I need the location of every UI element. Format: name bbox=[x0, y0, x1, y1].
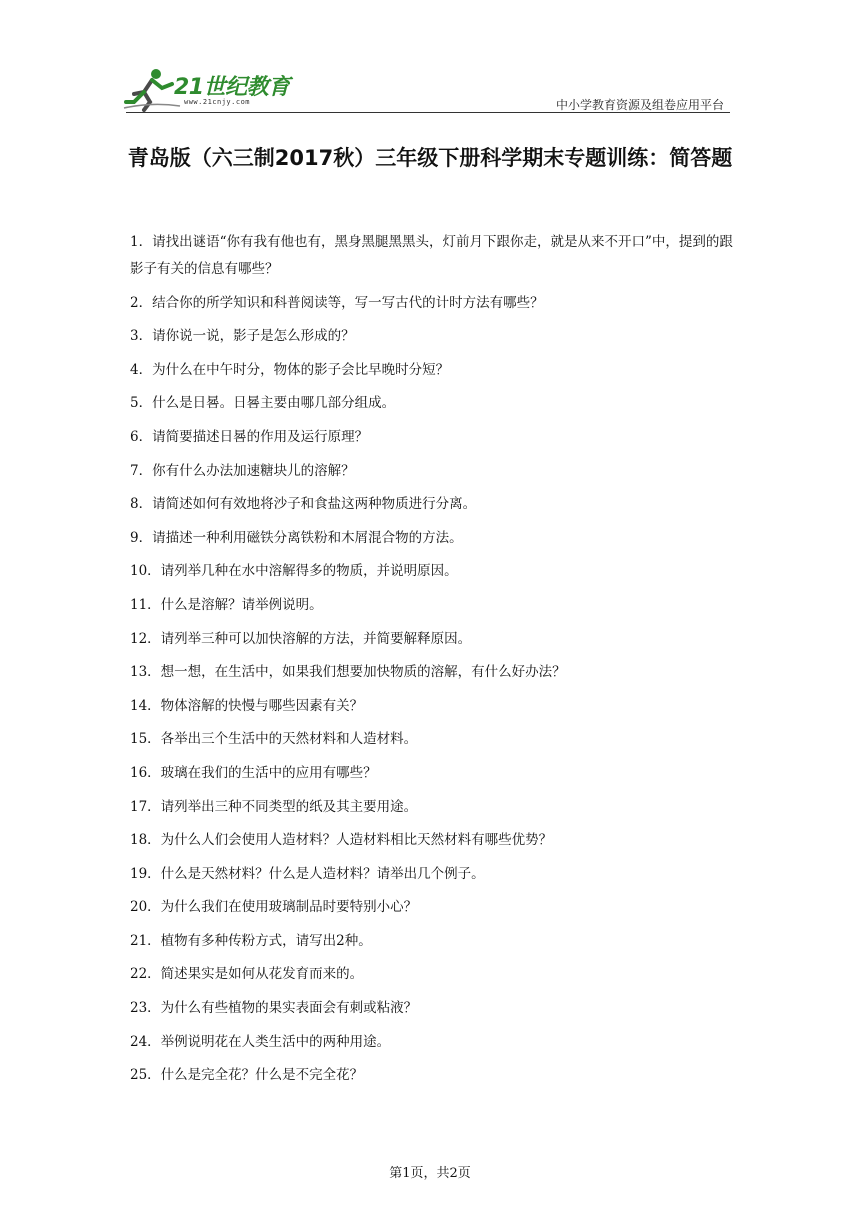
question-item: 3．请你说一说，影子是怎么形成的？ bbox=[130, 328, 355, 345]
platform-tagline: 中小学教育资源及组卷应用平台 bbox=[555, 98, 724, 112]
question-item: 16．玻璃在我们的生活中的应用有哪些？ bbox=[130, 764, 377, 781]
question-item: 8．请简述如何有效地将沙子和食盐这两种物质进行分离。 bbox=[130, 496, 477, 513]
question-item: 19．什么是天然材料？什么是人造材料？请举出几个例子。 bbox=[130, 865, 485, 882]
question-item: 24．举例说明花在人类生活中的两种用途。 bbox=[130, 1033, 391, 1050]
question-item: 21．植物有多种传粉方式，请写出2种。 bbox=[130, 932, 372, 949]
question-item: 12．请列举三种可以加快溶解的方法，并简要解释原因。 bbox=[130, 630, 472, 647]
header-divider bbox=[126, 112, 730, 113]
question-item: 13．想一想，在生活中，如果我们想要加快物质的溶解，有什么好办法？ bbox=[130, 664, 566, 681]
question-item: 11．什么是溶解？请举例说明。 bbox=[130, 596, 323, 613]
logo bbox=[122, 66, 292, 110]
question-item: 22．简述果实是如何从花发育而来的。 bbox=[130, 966, 364, 983]
question-item: 2．结合你的所学知识和科普阅读等，写一写古代的计时方法有哪些？ bbox=[130, 294, 544, 311]
question-item: 9．请描述一种利用磁铁分离铁粉和木屑混合物的方法。 bbox=[130, 529, 463, 546]
question-item: 10．请列举几种在水中溶解得多的物质，并说明原因。 bbox=[130, 563, 458, 580]
page-footer: 第1页，共2页 bbox=[389, 1166, 471, 1181]
running-figure-icon bbox=[122, 66, 182, 112]
question-item: 20．为什么我们在使用玻璃制品时要特别小心？ bbox=[130, 899, 418, 916]
question-item: 18．为什么人们会使用人造材料？人造材料相比天然材料有哪些优势？ bbox=[130, 832, 553, 849]
page-title: 青岛版（六三制2017秋）三年级下册科学期末专题训练：简答题 bbox=[127, 146, 733, 170]
question-item: 5．什么是日晷。日晷主要由哪几部分组成。 bbox=[130, 395, 396, 412]
question-item: 7．你有什么办法加速糖块儿的溶解？ bbox=[130, 462, 355, 479]
question-item: 25．什么是完全花？什么是不完全花？ bbox=[130, 1067, 364, 1084]
question-item: 17．请列举出三种不同类型的纸及其主要用途。 bbox=[130, 798, 418, 815]
question-item: 15．各举出三个生活中的天然材料和人造材料。 bbox=[130, 731, 418, 748]
question-item: 4．为什么在中午时分，物体的影子会比早晚时分短？ bbox=[130, 361, 450, 378]
question-item: 14．物体溶解的快慢与哪些因素有关？ bbox=[130, 697, 364, 714]
page-header bbox=[118, 62, 730, 114]
logo-url: www.21cnjy.com bbox=[184, 98, 251, 106]
question-item: 6．请简要描述日晷的作用及运行原理？ bbox=[130, 428, 369, 445]
question-item: 1．请找出谜语“你有我有他也有，黑身黑腿黑黑头，灯前月下跟你走，就是从来不开口”中，提到的跟影子有关的信息有哪些？ bbox=[130, 234, 733, 277]
question-list bbox=[130, 229, 742, 1096]
logo-text: 21世纪教育 bbox=[174, 75, 290, 100]
question-item: 23．为什么有些植物的果实表面会有刺或粘液？ bbox=[130, 1000, 418, 1017]
